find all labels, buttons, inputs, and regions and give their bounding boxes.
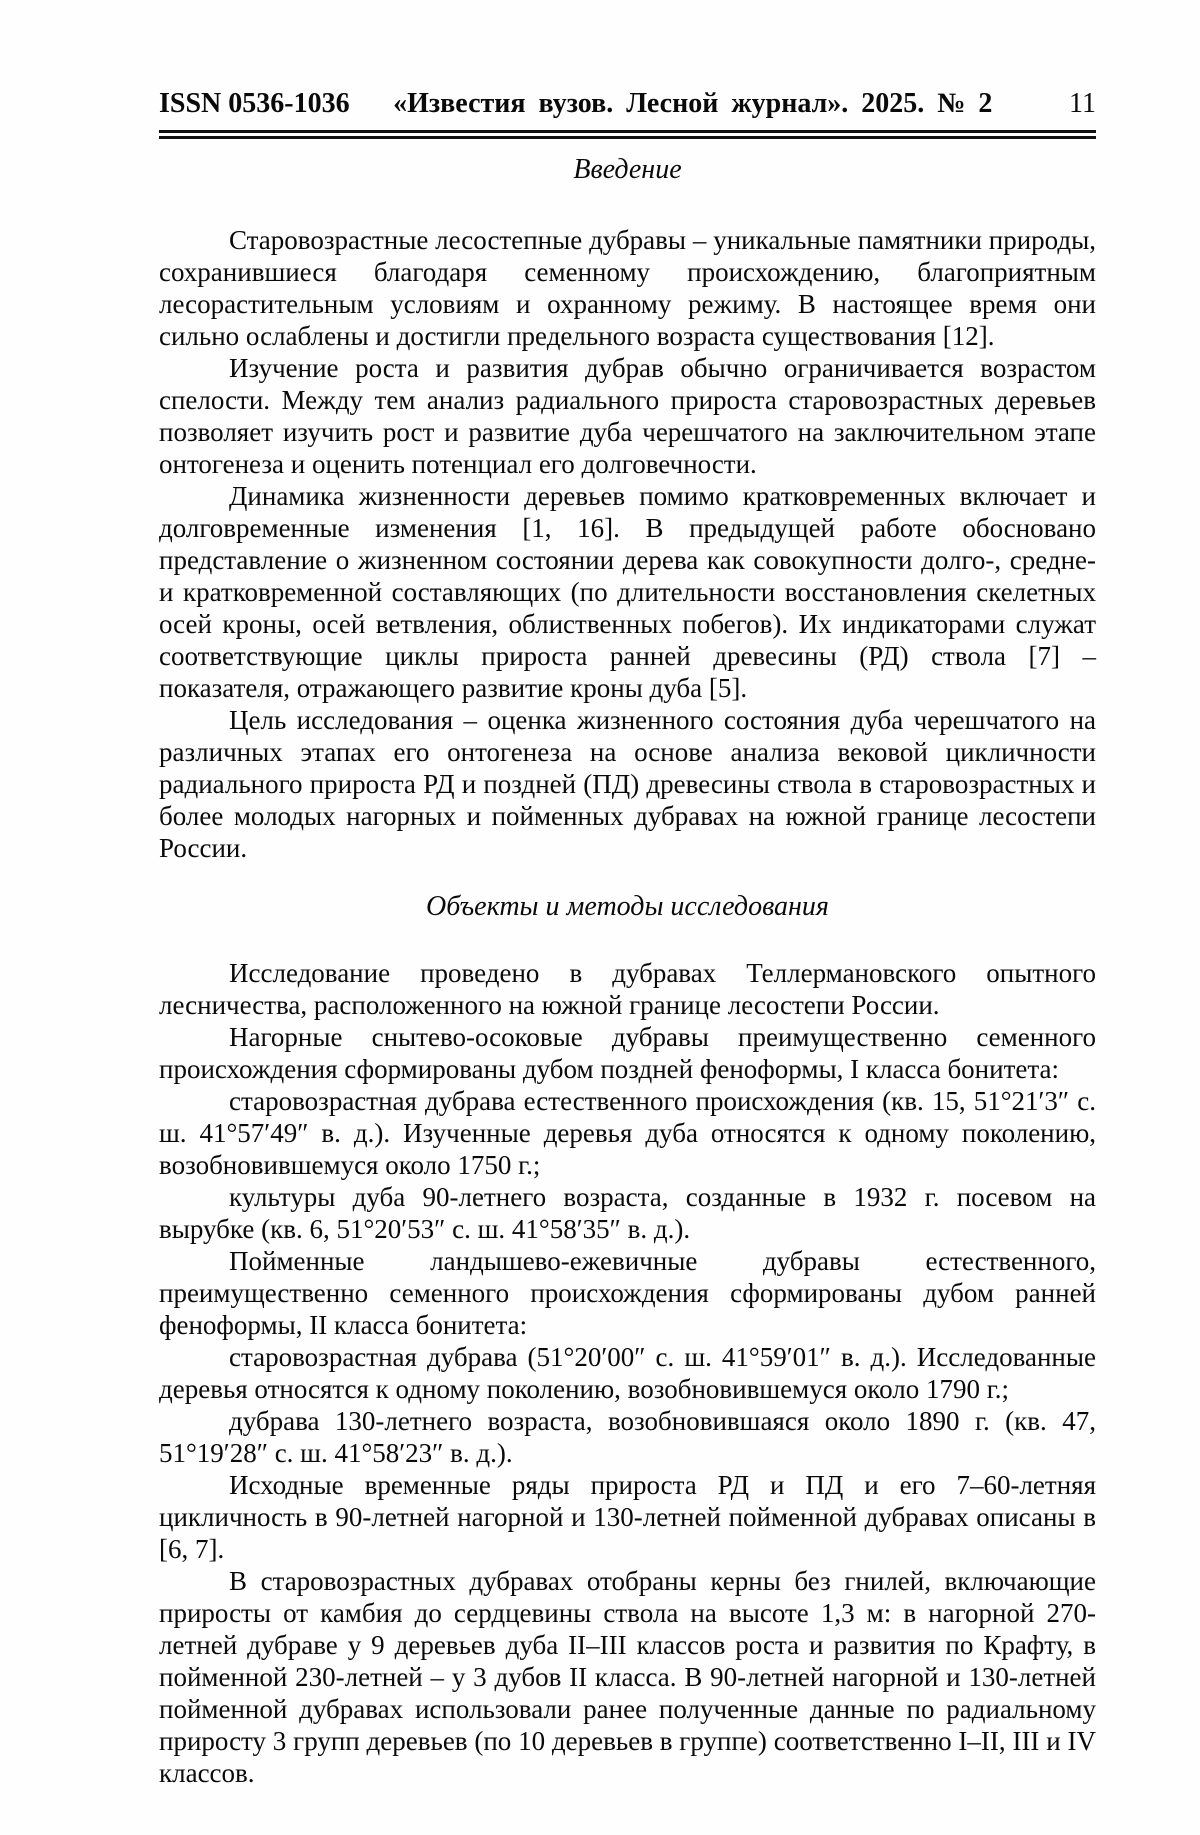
paragraph: Цель исследования – оценка жизненного состояния дуба черешчатого на различных этапах его онтогенеза на основе анализа вековой цикличности радиального прироста РД и поздней (ПД) древесины ствола в старовозрастных и более молодых нагорных и пойменных дубравах на южной границе лесостепи России.: [159, 705, 1096, 863]
paragraph: Пойменные ландышево-ежевичные дубравы естественного, преимущественно семенного происхождения сформированы дубом ранней феноформы, II класса бонитета:: [159, 1246, 1096, 1340]
issn-label: ISSN 0536-1036: [159, 88, 350, 119]
paragraph: Изучение роста и развития дубрав обычно ограничивается возрастом спелости. Между тем анализ радиального прироста старовозрастных деревьев позволяет изучить рост и развитие дуба черешчатого на заключительном этапе онтогенеза и оценить потенциал его долговечности.: [159, 353, 1096, 479]
paragraph: старовозрастная дубрава естественного происхождения (кв. 15, 51°21′3″ с. ш. 41°57′49″ в. д.). Изученные деревья дуба относятся к одному поколению, возобновившемуся около 1750 г.;: [159, 1086, 1096, 1180]
page-number: 11: [1069, 88, 1096, 119]
paragraph: дубрава 130-летнего возраста, возобновившаяся около 1890 г. (кв. 47, 51°19′28″ с. ш. 41°58′23″ в. д.).: [159, 1406, 1096, 1468]
paragraph: Исследование проведено в дубравах Теллермановского опытного лесничества, расположенного на южной границе лесостепи России.: [159, 958, 1096, 1020]
running-header: [159, 88, 1096, 120]
section-heading-introduction: Введение: [573, 154, 682, 185]
journal-title: «Известия вузов. Лесной журнал». 2025. № 2: [393, 88, 993, 119]
header-double-rule: [159, 130, 1096, 139]
paragraph: В старовозрастных дубравах отобраны керны без гнилей, включающие приросты от камбия до сердцевины ствола на высоте 1,3 м: в нагорной 270-летней дубраве у 9 деревьев дуба II–III классов роста и развития по Крафту, в пойменной 230-летней – у 3 дубов II класса. В 90-летней нагорной и 130-летней пойменной дубравах использовали ранее полученные данные по радиальному приросту 3 групп деревьев (по 10 деревьев в группе) соответственно I–II, III и IV классов.: [159, 1566, 1096, 1788]
page-content: [159, 0, 1096, 1789]
section-introduction: [159, 153, 1096, 864]
section-heading-objects-methods: Объекты и методы исследования: [426, 891, 829, 922]
section-objects-methods: [159, 890, 1096, 1789]
paragraph: Исходные временные ряды прироста РД и ПД и его 7–60-летняя цикличность в 90-летней нагорной и 130-летней пойменной дубравах описаны в [6, 7].: [159, 1470, 1096, 1564]
paragraph: старовозрастная дубрава (51°20′00″ с. ш. 41°59′01″ в. д.). Исследованные деревья относятся к одному поколению, возобновившемуся около 1790 г.;: [159, 1342, 1096, 1404]
article-body: [159, 153, 1096, 1789]
paragraph: Динамика жизненности деревьев помимо кратковременных включает и долговременные изменения [1, 16]. В предыдущей работе обосновано представление о жизненном состоянии дерева как совокупности долго-, средне- и кратковременной составляющих (по длительности восстановления скелетных осей кроны, осей ветвления, облиственных побегов). Их индикаторами служат соответствующие циклы прироста ранней древесины (РД) ствола [7] – показателя, отражающего развитие кроны дуба [5].: [159, 481, 1096, 703]
paragraph: Нагорные снытево-осоковые дубравы преимущественно семенного происхождения сформированы дубом поздней феноформы, I класса бонитета:: [159, 1022, 1096, 1084]
paragraph: культуры дуба 90-летнего возраста, созданные в 1932 г. посевом на вырубке (кв. 6, 51°20′53″ с. ш. 41°58′35″ в. д.).: [159, 1182, 1096, 1244]
paragraph: Старовозрастные лесостепные дубравы – уникальные памятники природы, сохранившиеся благодаря семенному происхождению, благоприятным лесорастительным условиям и охранному режиму. В настоящее время они сильно ослаблены и достигли предельного возраста существования [12].: [159, 225, 1096, 351]
